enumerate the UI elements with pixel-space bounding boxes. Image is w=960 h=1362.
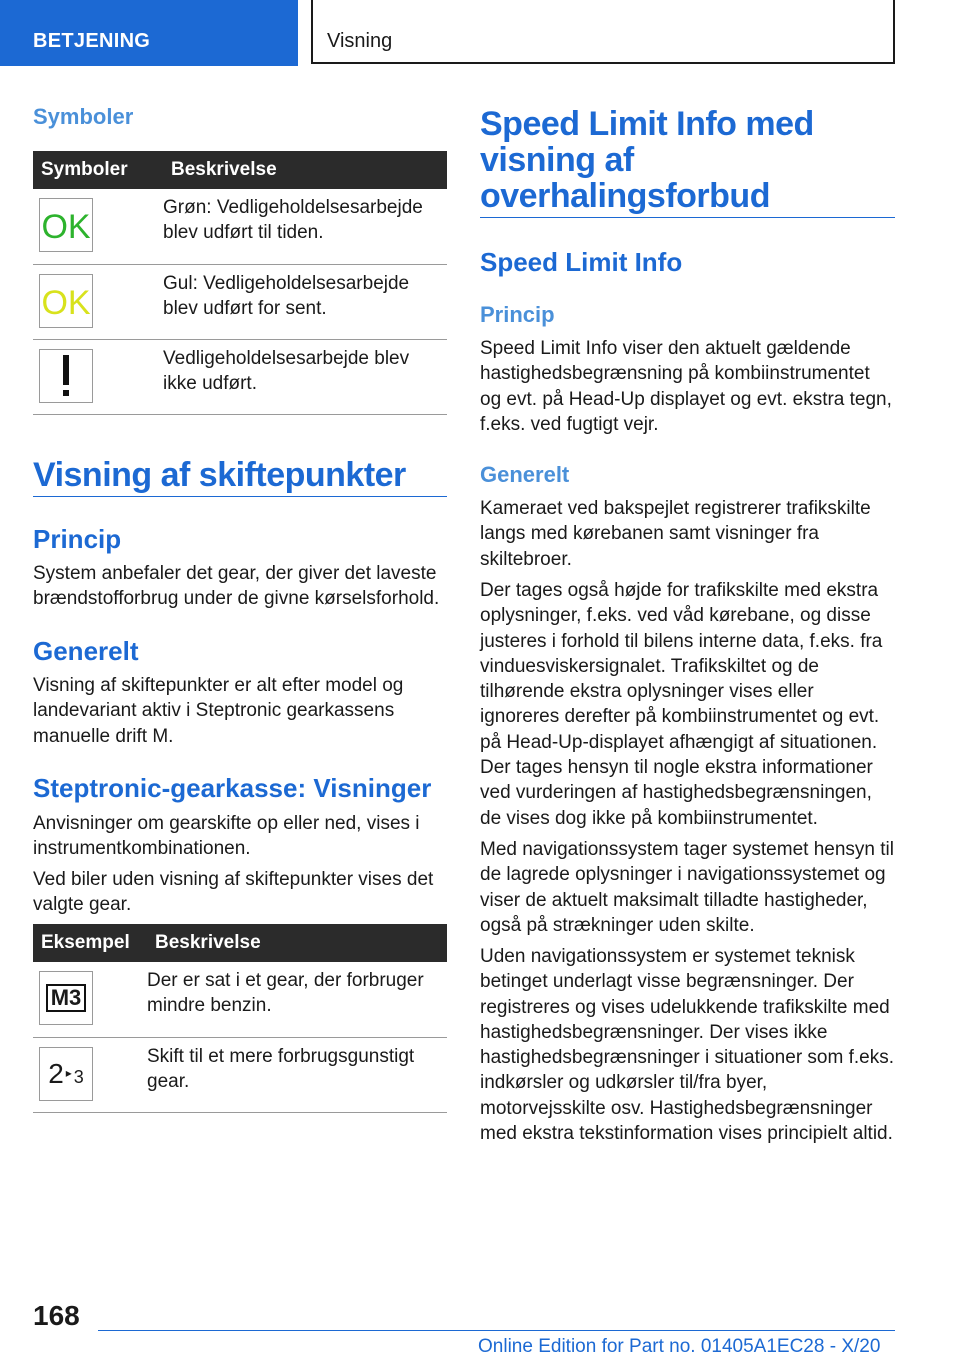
body-paragraph: Med navigationssystem tager systemet hensyn til de lagrede oplysninger i navigationssystemet og viser de aktuelt maksimalt tilladte hastigheder, også på strækninger uden skilte. (480, 839, 894, 936)
table-header-cell: Symboler (33, 151, 163, 189)
table-cell: Der er sat i et gear, der forbruger mindre benzin. (147, 962, 447, 1037)
svg-text:OK: OK (41, 283, 91, 318)
example-table (33, 924, 447, 1113)
table-row (33, 962, 447, 1037)
exclamation-icon (39, 349, 93, 403)
section-heading: Visning af skiftepunkter (33, 456, 406, 494)
svg-text:OK: OK (41, 208, 91, 242)
generelt-text: Visning af skiftepunkter er alt efter model og landevariant aktiv i Steptronic gearkassens manuelle drift M. (33, 675, 404, 747)
steptronic-heading: Steptronic-gearkasse: Visninger (33, 773, 432, 803)
symbols-table (33, 151, 447, 415)
table-cell: Skift til et mere forbrugsgunstigt gear. (147, 1037, 447, 1112)
edition-text: Online Edition for Part no. 01405A1EC28 - X/20 (478, 1336, 881, 1357)
section-tab: BETJENING (0, 0, 298, 66)
ok-yellow-icon (39, 274, 93, 328)
gear-from-label: 2 (48, 1057, 64, 1089)
m3-gear-icon (39, 971, 93, 1025)
sli-heading: Speed Limit Info (480, 247, 683, 277)
table-header-cell: Beskrivelse (163, 151, 447, 189)
table-row (33, 1037, 447, 1112)
table-row (33, 189, 447, 264)
princip-heading: Princip (33, 524, 122, 554)
heading-rule (480, 217, 895, 218)
chapter-tab: Visning (311, 0, 895, 64)
generelt-heading: Generelt (480, 462, 570, 487)
shift-arrow-icon: ▸ (65, 1066, 72, 1080)
table-row (33, 339, 447, 414)
table-header-cell: Beskrivelse (147, 924, 447, 962)
heading-rule (33, 496, 447, 497)
body-paragraph: Kameraet ved bakspejlet registrerer trafikskilte langs med kørebanen samt visninger fra skiltebroer. (480, 498, 871, 570)
table-row (33, 264, 447, 339)
table-cell: Vedligeholdelsesarbejde blev ikke udført. (163, 339, 447, 414)
shift-2-to-3-icon (39, 1047, 93, 1101)
table-header-row (33, 151, 447, 189)
body-paragraph: Der tages også højde for trafikskilte med ekstra oplysninger, f.eks. ved våd kørebane, og disse justeres i forhold til bilens interne data, f.eks. fra vinduesviskersignalet. Trafikskiltet og de tilhørende ekstra oplysninger vises eller ignoreres derefter på kombiinstrumentet og evt. på Head-Up-displayet afhængigt af situationen. Der tages hensyn til nogle ekstra informationer ved vurderingen af hastighedsbegrænsningen, de vises dog ikke på kombiinstrumentet. (480, 580, 883, 829)
table-cell: Grøn: Vedligeholdelsesarbejde blev udført til tiden. (163, 189, 447, 264)
page-number: 168 (33, 1300, 80, 1331)
table-header-row (33, 924, 447, 962)
gear-to-label: 3 (73, 1066, 84, 1087)
table-cell: Gul: Vedligeholdelsesarbejde blev udført for sent. (163, 264, 447, 339)
footer-rule (98, 1330, 895, 1331)
steptronic-text: Anvisninger om gearskifte op eller ned, vises i instrumentkombinationen. (33, 813, 420, 860)
princip-text: Speed Limit Info viser den aktuelt gældende hastighedsbegrænsning på kombiinstrumentet og evt. på Head-Up displayet og evt. ekstra tegn, f.eks. ved fugtigt vejr. (480, 338, 892, 435)
steptronic-text: Ved biler uden visning af skiftepunkter vises det valgte gear. (33, 869, 434, 916)
ok-green-icon (39, 198, 93, 252)
symbols-heading: Symboler (33, 104, 134, 129)
princip-text: System anbefaler det gear, der giver det laveste brændstofforbrug under de givne kørselsforhold. (33, 563, 440, 610)
generelt-heading: Generelt (33, 636, 139, 666)
m3-label: M3 (46, 984, 87, 1012)
main-heading: Speed Limit Info med visning af overhalingsforbud (480, 105, 814, 215)
princip-heading: Princip (480, 302, 555, 327)
body-paragraph: Uden navigationssystem er systemet teknisk betinget underlagt visse begrænsninger. Der registreres og vises udelukkende trafikskilte med hastighedsbegrænsninger. Der vises ikke hastighedsbegrænsninger i situationer som f.eks. indkørsler og udkørsler til/fra byer, motorvejsskilte osv. Hastighedsbegrænsninger med ekstra tekstinformation vises principielt altid. (480, 946, 895, 1145)
table-header-cell: Eksempel (33, 924, 147, 962)
page-header (0, 0, 960, 66)
